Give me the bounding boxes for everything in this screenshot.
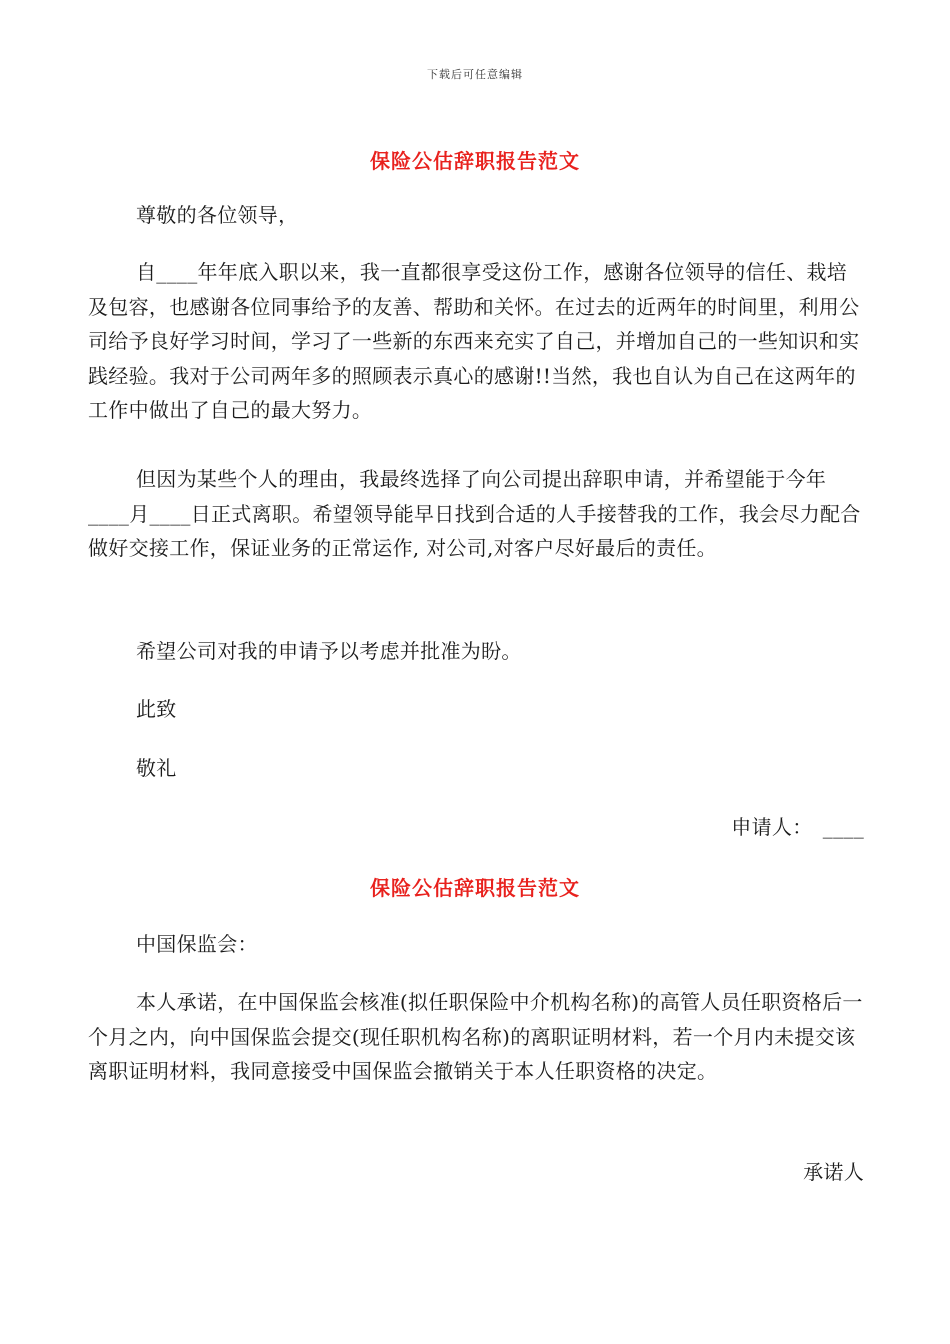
letter2-title: 保险公估辞职报告范文 <box>370 876 580 900</box>
letter2-paragraph: 本人承诺，在中国保监会核准(拟任职保险中介机构名称)的高管人员任职资格后一个月之内，向中国保监会提交(现任职机构名称)的离职证明材料，若一个月内未提交该离职证明材料，我同意接受中国保监会撤销关于本人任职资格的决定。 <box>88 990 863 1083</box>
letter1-paragraph-1: 自____年年底入职以来，我一直都很享受这份工作，感谢各位领导的信任、栽培及包容，也感谢各位同事给予的友善、帮助和关怀。在过去的近两年的时间里，利用公司给予良好学习时间，学习了一些新的东西来充实了自己，并增加自己的一些知识和实践经验。我对于公司两年多的照顾表示真心的感谢!!当然，我也自认为自己在这两年的工作中做出了自己的最大努力。 <box>88 260 860 422</box>
letter1-signature: 申请人： ____ <box>731 815 864 839</box>
letter1-title: 保险公估辞职报告范文 <box>370 149 580 173</box>
letter1-closing-2: 敬礼 <box>136 756 177 780</box>
header-note: 下载后可任意编辑 <box>427 68 523 81</box>
letter1-closing-1: 此致 <box>136 697 177 721</box>
letter1-paragraph-3: 希望公司对我的申请予以考虑并批准为盼。 <box>136 639 522 663</box>
letter2-signature: 承诺人 <box>803 1160 864 1184</box>
letter1-paragraph-2: 但因为某些个人的理由，我最终选择了向公司提出辞职申请，并希望能于今年____月____日正式离职。希望领导能早日找到合适的人手接替我的工作，我会尽力配合做好交接工作，保证业务的正常运作, 对公司,对客户尽好最后的责任。 <box>88 467 861 560</box>
letter1-salutation: 尊敬的各位领导， <box>136 203 299 227</box>
letter2-salutation: 中国保监会： <box>136 932 258 956</box>
